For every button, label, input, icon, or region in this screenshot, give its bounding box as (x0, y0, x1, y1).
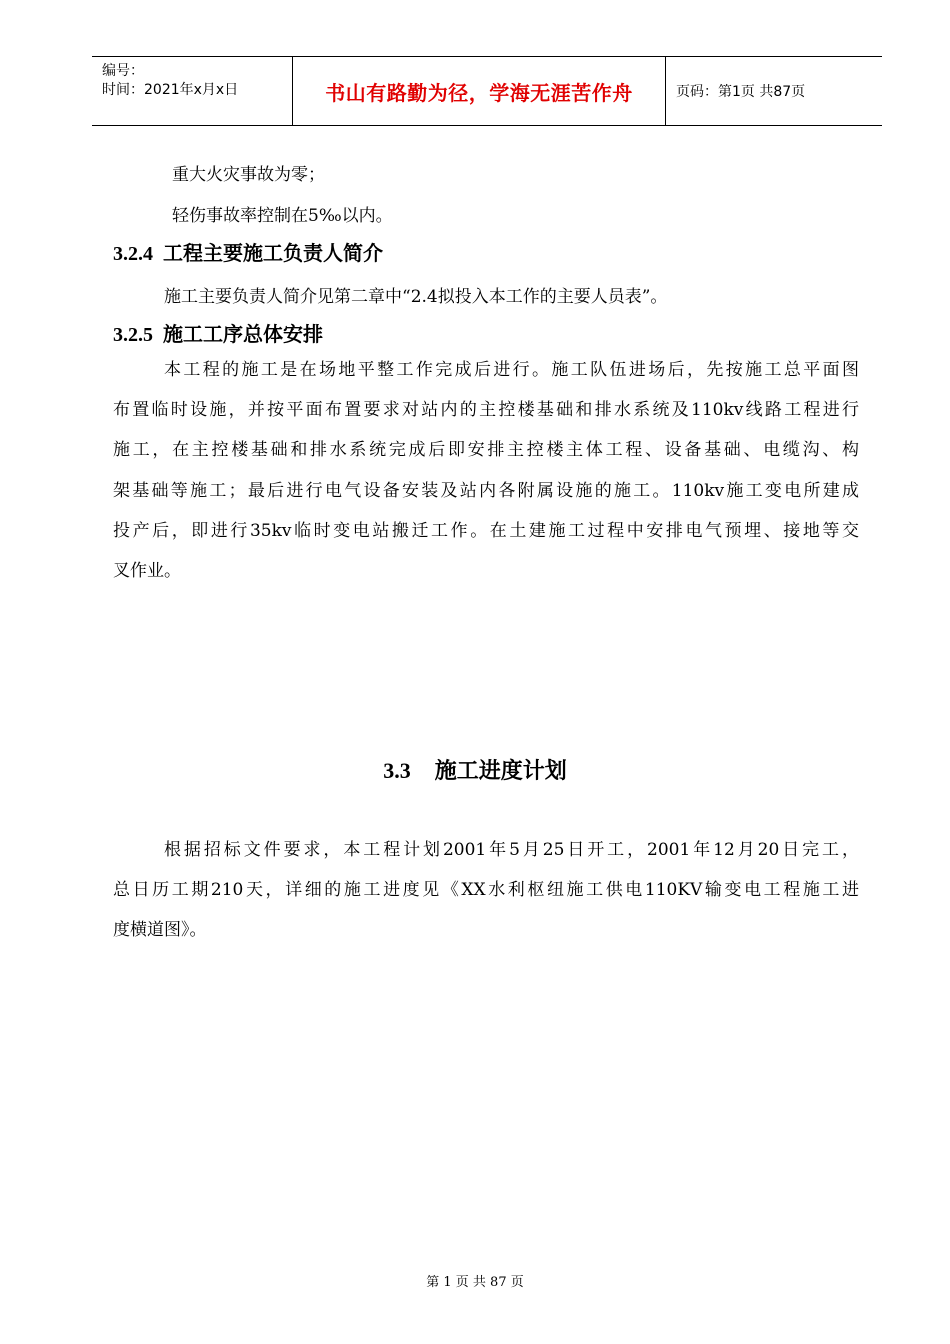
heading-title: 施工进度计划 (434, 759, 567, 784)
paragraph-line: 根据招标文件要求，本工程计划2001年5月25日开工，2001年12月20日完工， (164, 840, 859, 860)
paragraph-line: 叉作业。 (113, 561, 181, 582)
heading-number: 3.2.5 (113, 324, 153, 346)
paragraph-line: 施工，在主控楼基础和排水系统完成后即安排主控楼主体工程、设备基础、电缆沟、构 (113, 440, 859, 461)
paragraph-line: 投产后，即进行35kv临时变电站搬迁工作。在土建施工过程中安排电气预埋、接地等交 (113, 520, 859, 541)
page-footer: 第 1 页 共 87 页 (426, 1275, 524, 1290)
heading-3-2-5 (113, 318, 323, 347)
heading-title: 工程主要施工负责人简介 (163, 241, 383, 265)
text-line: 轻伤事故率控制在5‰以内。 (172, 206, 393, 226)
paragraph-line: 度横道图》。 (113, 920, 207, 941)
heading-title: 施工工序总体安排 (163, 322, 323, 346)
document-number-label: 编号： (102, 63, 144, 79)
paragraph-line: 架基础等施工；最后进行电气设备安装及站内各附属设施的施工。110kv施工变电所建成 (113, 480, 859, 501)
heading-number: 3.3 (383, 758, 411, 783)
header-page-number: 页码：第1页 共87页 (676, 84, 806, 100)
header-meta (92, 57, 293, 125)
heading-number: 3.2.4 (113, 243, 153, 265)
paragraph-3-2-5 (113, 350, 859, 591)
section-heading-3-3 (0, 754, 950, 785)
header-slogan: 书山有路勤为径，学海无涯苦作舟 (293, 57, 666, 125)
paragraph-3-2-4: 施工主要负责人简介见第二章中“2.4拟投入本工作的主要人员表”。 (164, 287, 668, 307)
paragraph-line: 总日历工期210天，详细的施工进度见《XX水利枢纽施工供电110KV输变电工程施工进 (113, 880, 859, 901)
heading-3-2-4 (113, 237, 383, 266)
paragraph-line: 布置临时设施，并按平面布置要求对站内的主控楼基础和排水系统及110kv线路工程进行 (113, 400, 859, 421)
text-line: 重大火灾事故为零； (172, 165, 325, 185)
paragraph-line: 本工程的施工是在场地平整工作完成后进行。施工队伍进场后，先按施工总平面图 (164, 360, 859, 380)
paragraph-3-3 (113, 830, 859, 951)
page-header (92, 56, 882, 126)
document-time-label: 时间：2021年x月x日 (102, 82, 239, 98)
